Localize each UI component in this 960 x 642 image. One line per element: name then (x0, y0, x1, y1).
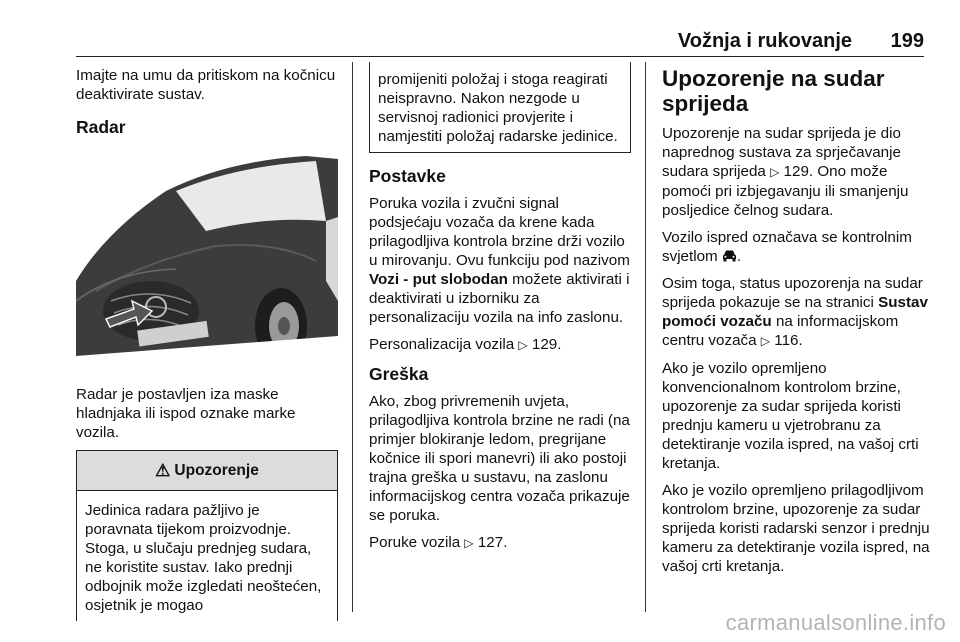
forward-collision-intro: Upozorenje na sudar sprijeda je dio naprednog sustava za sprječavanje sudara sprijeda ▷ 129. Ono može pomoći pri izbjegavanju ili smanjenju posljedice čelnog sudara. (662, 125, 909, 219)
car-radar-illustration (76, 151, 338, 371)
page-ref-arrow-icon: ▷ (760, 334, 771, 348)
column-middle (369, 66, 631, 561)
warning-box-continued: promijeniti položaj i stoga reagirati neispravno. Nakon nezgode u servisnoj radionici provjerite i namjestiti položaj radarske jedinice. (369, 62, 631, 153)
driver-assistance-text: Osim toga, status upozorenja na sudar sprijeda pokazuje se na stranici Sustav pomoći vozaču na informacijskom centru vozača ▷ 116. (662, 275, 928, 349)
vehicle-ahead-indicator-text: Vozilo ispred označava se kontrolnim svjetlom . (662, 229, 912, 265)
warning-body: Jedinica radara pažljivo je poravnata tijekom proizvodnje. Stoga, u slučaju prednjeg sudara, ne koristite sustav. Iako prednji odbojnik može izgledati neoštećen, osjetnik je mogao (85, 502, 322, 614)
driver-assistance-page-name: Sustav pomoći vozaču (662, 294, 928, 330)
radar-heading: Radar (76, 117, 126, 137)
watermark: carmanualsonline.info (725, 610, 946, 635)
column-divider (352, 62, 353, 612)
settings-text: Poruka vozila i zvučni signal podsjećaju vozača da krene kada prilagodljiva kontrola brzine drži vozilo u mirovanju. Ovu funkciju pod nazivom Vozi - put slobodan možete aktivirati i deaktivirati u izborniku za personalizaciju vozila na info zaslonu. (369, 195, 630, 326)
settings-heading: Postavke (369, 166, 446, 186)
warning-box (76, 450, 338, 621)
warning-triangle-icon: ⚠ (155, 461, 171, 480)
page-number: 199 (890, 30, 924, 52)
warning-title: Upozorenje (174, 462, 259, 479)
page-header-title: Vožnja i rukovanje (677, 30, 852, 52)
personalization-reference: Personalizacija vozila ▷ 129. (369, 336, 562, 353)
page-ref-arrow-icon: ▷ (770, 165, 780, 179)
error-text: Ako, zbog privremenih uvjeta, prilagodljiva kontrola brzine ne radi (na primjer blokiranje ledom, pregrijane kočnice ili spori manevri) ili ako postoji trajna greška u sustavu, na zaslonu informacijskog centra vozača prikazuje se poruka. (369, 393, 630, 524)
header-rule (76, 56, 924, 57)
page-ref-arrow-icon: ▷ (464, 536, 474, 550)
messages-reference: Poruke vozila ▷ 127. (369, 534, 508, 551)
vehicle-ahead-icon (722, 249, 737, 262)
column-divider (645, 62, 646, 612)
warning-box-header (77, 451, 337, 491)
column-left (76, 66, 338, 621)
error-heading: Greška (369, 364, 429, 384)
drive-off-feature-name: Vozi - put slobodan (369, 271, 508, 288)
adaptive-cruise-text: Ako je vozilo opremljeno prilagodljivom kontrolom brzine, upozorenje za sudar sprijeda koristi radarski senzor i prednju kameru za detektiranje vozila ispred, na vašoj crti kretanja. (662, 482, 930, 575)
radar-location-text: Radar je postavljen iza maske hladnjaka ili ispod oznake marke vozila. (76, 386, 296, 441)
brake-note: Imajte na umu da pritiskom na kočnicu deaktivirate sustav. (76, 67, 336, 103)
page-ref-arrow-icon: ▷ (518, 338, 528, 352)
conventional-cruise-text: Ako je vozilo opremljeno konvencionalnom kontrolom brzine, upozorenje za sudar sprijeda koristi prednju kameru u vjetrobranu za detektiranje vozila ispred, na vašoj crti kretanja. (662, 360, 919, 472)
column-right (662, 66, 932, 584)
section-heading: Upozorenje na sudar sprijeda (662, 66, 885, 116)
